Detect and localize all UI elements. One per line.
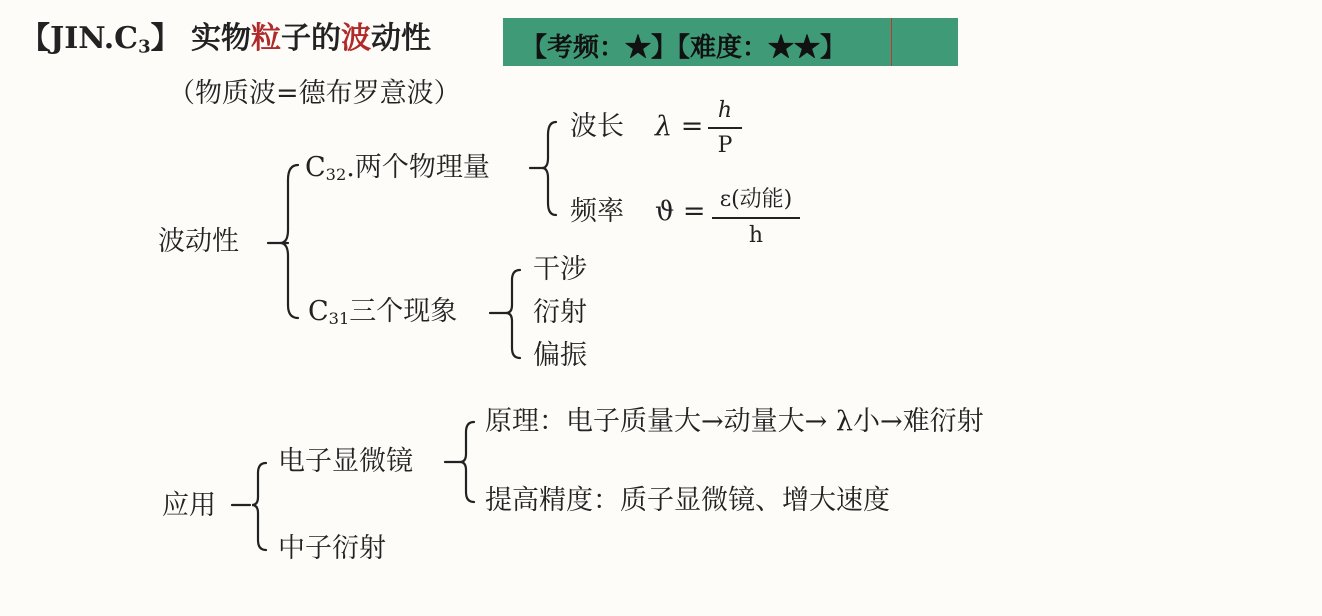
phenomenon-interference: 干涉 <box>533 254 587 285</box>
title-prefix-sub: 3 <box>138 36 151 58</box>
phenomenon-diffraction: 衍射 <box>533 297 587 328</box>
neutron-diffraction: 中子衍射 <box>278 533 386 564</box>
wavelength-label: 波长 <box>570 111 624 142</box>
branch-phenomena-sub: 31 <box>328 309 350 329</box>
principle-text: 原理：电子质量大→动量大→ λ小→难衍射 <box>485 406 984 437</box>
frequency-label: 频率 <box>570 196 624 227</box>
wavelength-denominator: P <box>717 133 733 158</box>
branch-phenomena-label: 三个现象 <box>349 296 458 327</box>
frequency-symbol: ϑ = <box>655 196 706 227</box>
root-label: 波动性 <box>158 226 239 257</box>
frequency-numerator: ε(动能) <box>719 187 793 212</box>
electron-bracket <box>445 422 474 502</box>
application-bracket <box>232 463 266 550</box>
phenomenon-polarization: 偏振 <box>533 340 587 371</box>
branch-quantities-prefix: C <box>305 152 326 183</box>
title-part3: 子的 <box>281 21 342 56</box>
application-label: 应用 <box>162 490 216 521</box>
electron-microscope: 电子显微镜 <box>278 446 413 477</box>
improve-text: 提高精度：质子显微镜、增大速度 <box>485 485 890 516</box>
quantities-bracket <box>530 122 556 215</box>
wavelength-symbol: λ = <box>655 111 704 142</box>
branch-quantities-label: .两个物理量 <box>346 152 490 183</box>
wavelength-numerator: h <box>717 98 733 123</box>
branch-phenomena-prefix: C <box>308 296 329 327</box>
title-prefix: 【JIN.C <box>20 21 139 56</box>
title-part1: 实物 <box>191 21 252 56</box>
rating-badge-text: 【考频：★】【难度：★★】 <box>521 33 847 63</box>
branch-quantities-sub: 32 <box>325 165 347 185</box>
title-prefix-end: 】 <box>150 21 181 56</box>
title-part4: 波 <box>341 21 372 56</box>
subtitle: （物质波=德布罗意波） <box>168 78 461 109</box>
title-part5: 动性 <box>371 21 432 56</box>
title-part2: 粒 <box>251 21 282 56</box>
phenomena-bracket <box>490 270 520 358</box>
root-bracket <box>268 165 298 318</box>
frequency-denominator: h <box>748 223 764 248</box>
